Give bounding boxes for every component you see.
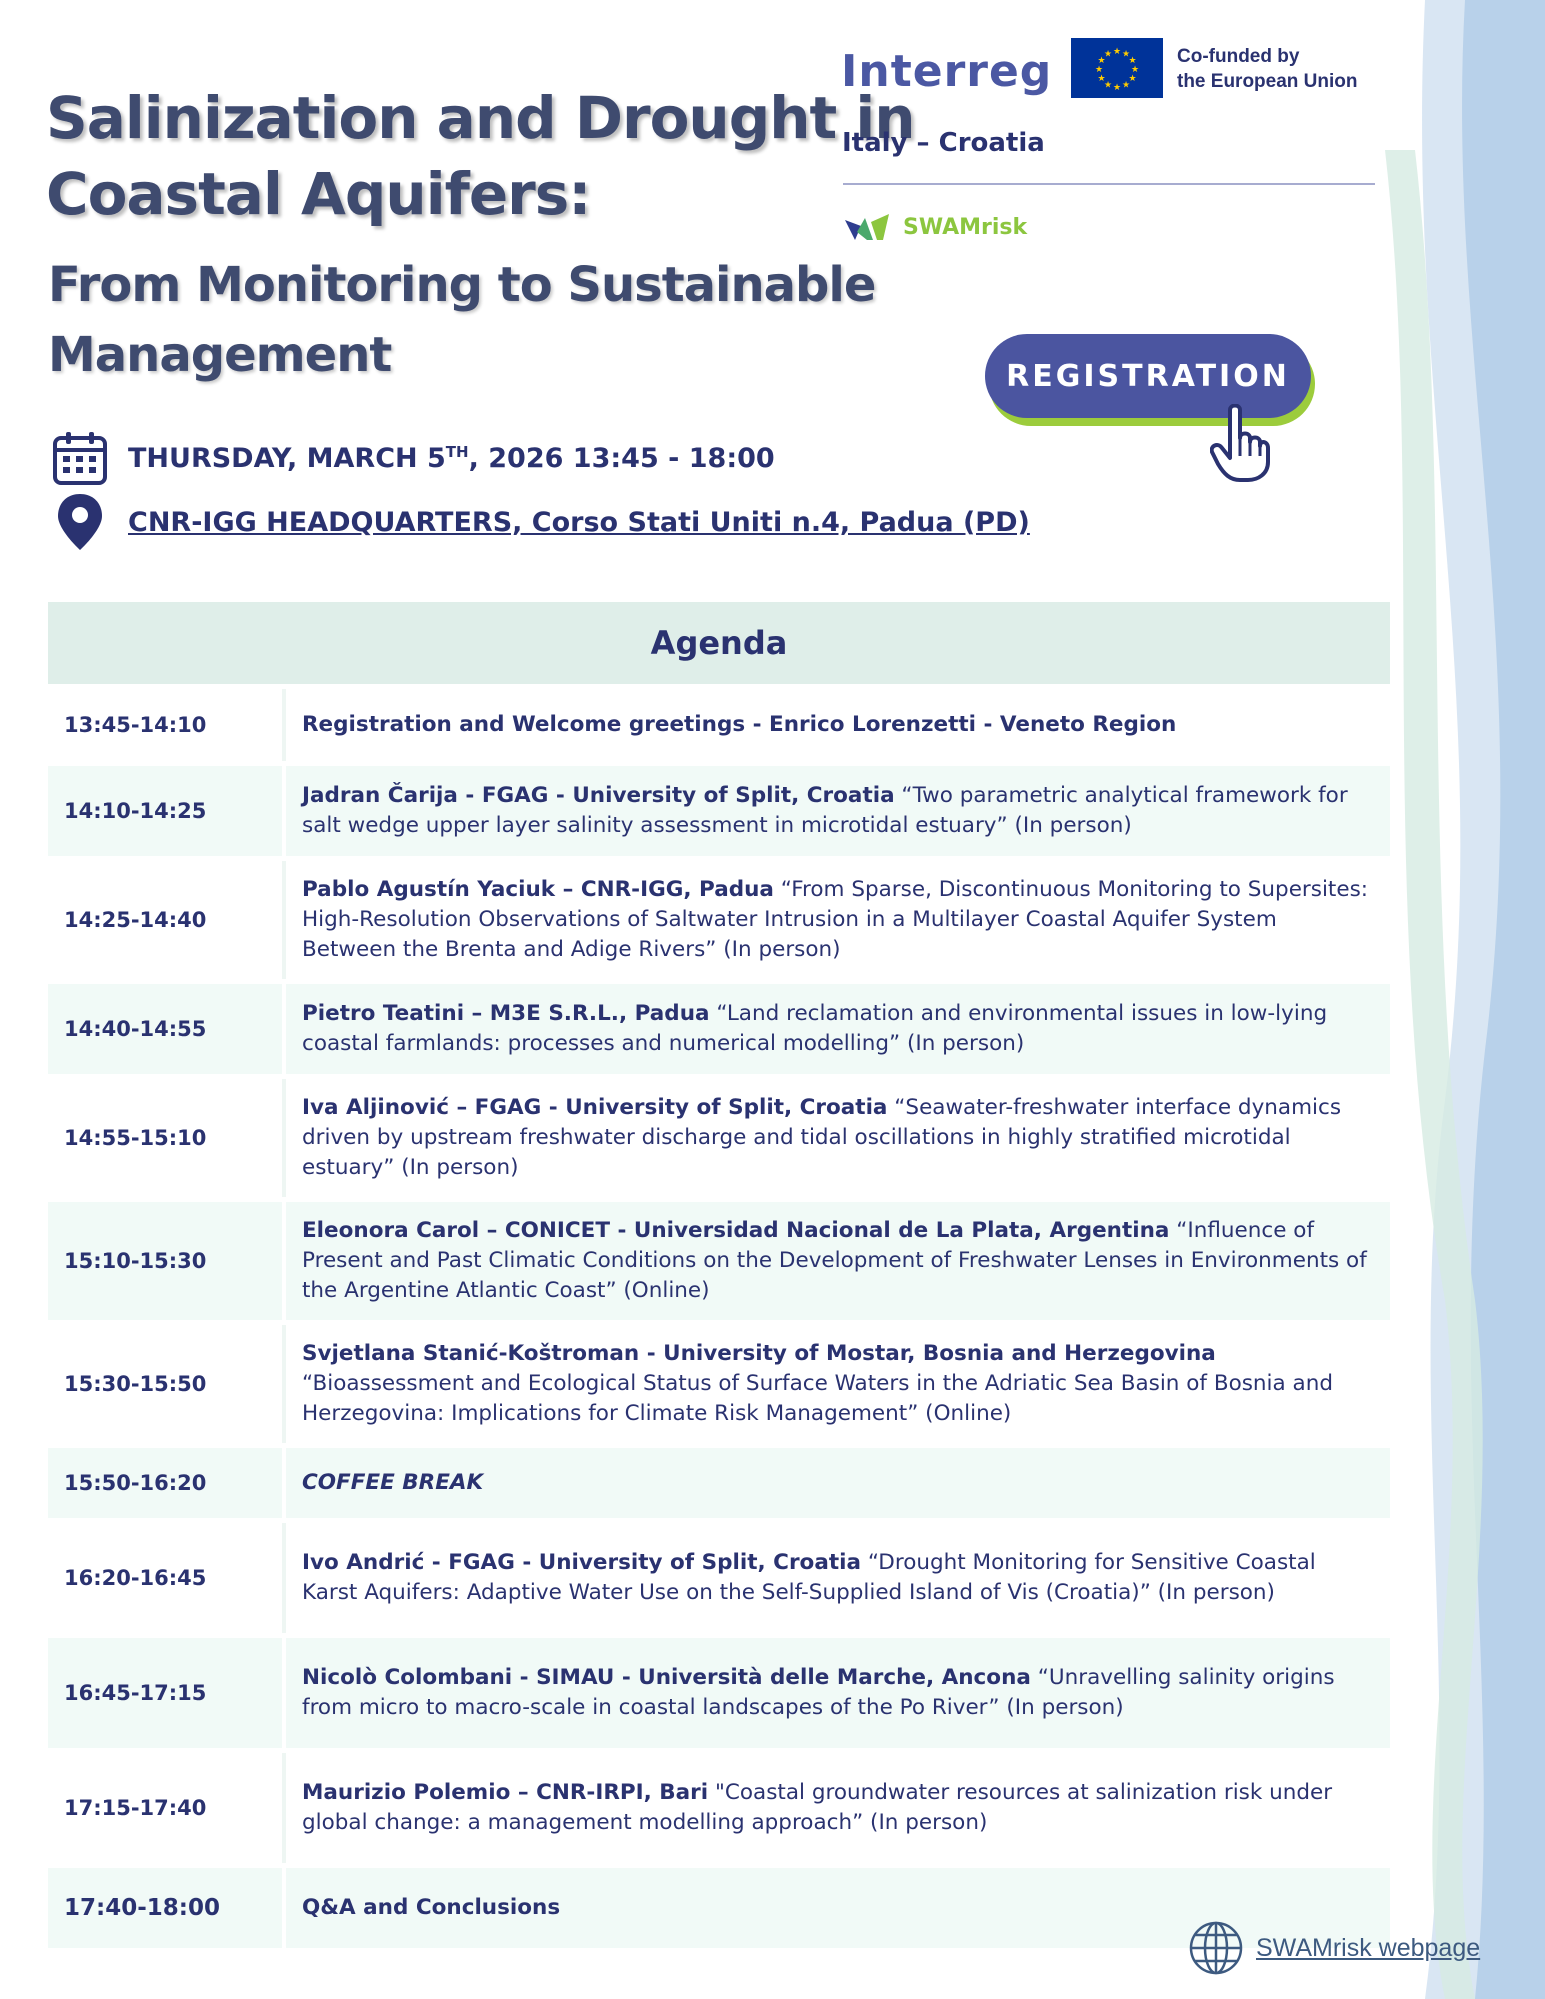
agenda-row — [48, 1443, 1390, 1518]
agenda-description — [286, 1079, 1390, 1197]
agenda-speaker: COFFEE BREAK — [302, 1470, 484, 1495]
agenda-row — [48, 1748, 1390, 1863]
agenda-rows — [48, 684, 1390, 1948]
agenda-description — [286, 766, 1390, 856]
agenda-title: Agenda — [48, 602, 1390, 684]
eu-cofunded-text — [1177, 44, 1358, 94]
svg-text:★: ★ — [1097, 56, 1106, 66]
agenda-time: 17:15-17:40 — [48, 1753, 286, 1863]
svg-text:★: ★ — [1103, 49, 1113, 60]
page-subtitle — [48, 250, 875, 390]
agenda-row — [48, 1633, 1390, 1748]
agenda-time: 17:40-18:00 — [48, 1868, 286, 1948]
svg-text:★: ★ — [1103, 80, 1113, 91]
agenda-talk: “Influence of Present and Past Climatic Conditions on the Development of Freshwater Lenses in Environments of the Argentine Atlantic Coast” (Online) — [302, 1218, 1367, 1303]
agenda-speaker: Jadran Čarija - FGAG - University of Split, Croatia — [302, 783, 895, 808]
title-line-2: Coastal Aquifers: — [46, 160, 591, 228]
event-date-suffix: , 2026 13:45 - 18:00 — [468, 442, 775, 474]
agenda-talk: “From Sparse, Discontinuous Monitoring to Supersites: High-Resolution Observations of Saltwater Intrusion in a Multilayer Coastal Aquifer System Between the Brenta and Adige Rivers” (In person) — [302, 877, 1369, 962]
agenda-time: 15:50-16:20 — [48, 1448, 286, 1518]
interreg-logo: Interreg — [841, 46, 1053, 97]
agenda-description — [286, 1753, 1390, 1863]
registration-button[interactable]: REGISTRATION — [985, 334, 1311, 418]
event-date-prefix: THURSDAY, MARCH 5 — [128, 442, 446, 474]
agenda-row — [48, 1074, 1390, 1197]
agenda-row — [48, 1518, 1390, 1633]
pointer-hand-icon — [1210, 404, 1272, 484]
agenda-time: 14:25-14:40 — [48, 861, 286, 979]
agenda-speaker: Pablo Agustín Yaciuk – CNR-IGG, Padua — [302, 877, 774, 902]
agenda-time: 16:45-17:15 — [48, 1638, 286, 1748]
agenda-speaker: Pietro Teatini – M3E S.R.L., Padua — [302, 1001, 710, 1026]
agenda-talk: “Drought Monitoring for Sensitive Coastal Karst Aquifers: Adaptive Water Use on the Self-Supplied Island of Vis (Croatia)” (In person) — [302, 1550, 1316, 1605]
swamrisk-webpage-link[interactable] — [1188, 1920, 1480, 1976]
agenda-row — [48, 1320, 1390, 1443]
svg-text:★: ★ — [1112, 47, 1122, 57]
agenda-speaker: Svjetlana Stanić-Koštroman - University of Mostar, Bosnia and Herzegovina — [302, 1341, 1216, 1366]
globe-icon — [1188, 1920, 1244, 1976]
agenda-speaker: Nicolò Colombani - SIMAU - Università delle Marche, Ancona — [302, 1665, 1031, 1690]
agenda-row — [48, 684, 1390, 761]
swamrisk-logo — [843, 212, 1027, 242]
agenda-description — [286, 689, 1390, 761]
agenda-speaker: Ivo Andrić - FGAG - University of Split, Croatia — [302, 1550, 861, 1575]
agenda-description — [286, 1448, 1390, 1518]
decorative-waves — [1385, 0, 1545, 1999]
agenda-time: 15:30-15:50 — [48, 1325, 286, 1443]
svg-text:★: ★ — [1121, 49, 1131, 60]
swamrisk-logo-text: SWAMrisk — [903, 214, 1028, 240]
svg-text:★: ★ — [1097, 74, 1106, 84]
event-location-row — [52, 492, 1030, 552]
agenda-speaker: Maurizio Polemio – CNR-IRPI, Bari — [302, 1780, 709, 1805]
event-location-link[interactable]: CNR-IGG HEADQUARTERS, Corso Stati Uniti n.4, Padua (PD) — [128, 506, 1030, 538]
location-pin-icon — [52, 492, 108, 552]
agenda-time: 13:45-14:10 — [48, 689, 286, 761]
subtitle-line-1: From Monitoring to Sustainable — [48, 257, 876, 313]
agenda-row — [48, 1197, 1390, 1320]
event-date-sup: TH — [445, 442, 469, 461]
title-line-1: Salinization and Drought in — [46, 84, 915, 152]
agenda-table — [48, 602, 1390, 1948]
agenda-time: 16:20-16:45 — [48, 1523, 286, 1633]
agenda-time: 15:10-15:30 — [48, 1202, 286, 1320]
agenda-talk: “Unravelling salinity origins from micro to macro-scale in coastal landscapes of the Po River” (In person) — [302, 1665, 1335, 1720]
agenda-talk: “Two parametric analytical framework for salt wedge upper layer salinity assessment in microtidal estuary” (In person) — [302, 783, 1348, 838]
agenda-speaker: Registration and Welcome greetings - Enrico Lorenzetti - Veneto Region — [302, 712, 1177, 737]
agenda-description — [286, 1638, 1390, 1748]
eu-flag-icon — [1071, 38, 1163, 98]
swamrisk-mark-icon — [843, 212, 893, 242]
agenda-talk: “Bioassessment and Ecological Status of Surface Waters in the Adriatic Sea Basin of Bosnia and Herzegovina: Implications for Climate Risk Management” (Online) — [302, 1371, 1333, 1426]
agenda-description — [286, 1325, 1390, 1443]
svg-text:★: ★ — [1121, 80, 1131, 91]
svg-text:★: ★ — [1128, 74, 1137, 84]
agenda-description — [286, 984, 1390, 1074]
program-name: Italy – Croatia — [842, 128, 1045, 158]
page-title — [46, 80, 915, 232]
agenda-talk: “Land reclamation and environmental issues in low-lying coastal farmlands: processes and numerical modelling” (In person) — [302, 1001, 1328, 1056]
agenda-time: 14:55-15:10 — [48, 1079, 286, 1197]
event-date-row — [52, 430, 775, 486]
logo-divider — [843, 183, 1375, 185]
webpage-link-text[interactable]: SWAMrisk webpage — [1256, 1933, 1481, 1962]
subtitle-line-2: Management — [48, 327, 392, 383]
svg-text:★: ★ — [1128, 56, 1137, 66]
eu-line-2: the European Union — [1177, 71, 1358, 92]
agenda-row — [48, 856, 1390, 979]
agenda-speaker: Q&A and Conclusions — [302, 1895, 561, 1920]
svg-text:★: ★ — [1112, 83, 1122, 93]
agenda-row — [48, 979, 1390, 1074]
agenda-talk: “Seawater-freshwater interface dynamics driven by upstream freshwater discharge and tidal oscillations in highly stratified microtidal estuary” (In person) — [302, 1095, 1342, 1180]
agenda-row — [48, 761, 1390, 856]
eu-line-1: Co-funded by — [1177, 46, 1300, 67]
calendar-icon — [52, 430, 108, 486]
agenda-speaker: Eleonora Carol – CONICET - Universidad Nacional de La Plata, Argentina — [302, 1218, 1170, 1243]
agenda-speaker: Iva Aljinović – FGAG - University of Split, Croatia — [302, 1095, 888, 1120]
agenda-time: 14:40-14:55 — [48, 984, 286, 1074]
agenda-description — [286, 861, 1390, 979]
event-date — [128, 443, 775, 474]
agenda-description — [286, 1523, 1390, 1633]
agenda-talk: "Coastal groundwater resources at salinization risk under global change: a management modelling approach” (In person) — [302, 1780, 1333, 1835]
agenda-time: 14:10-14:25 — [48, 766, 286, 856]
agenda-description — [286, 1202, 1390, 1320]
svg-text:★: ★ — [1094, 65, 1104, 75]
svg-text:★: ★ — [1130, 65, 1140, 75]
